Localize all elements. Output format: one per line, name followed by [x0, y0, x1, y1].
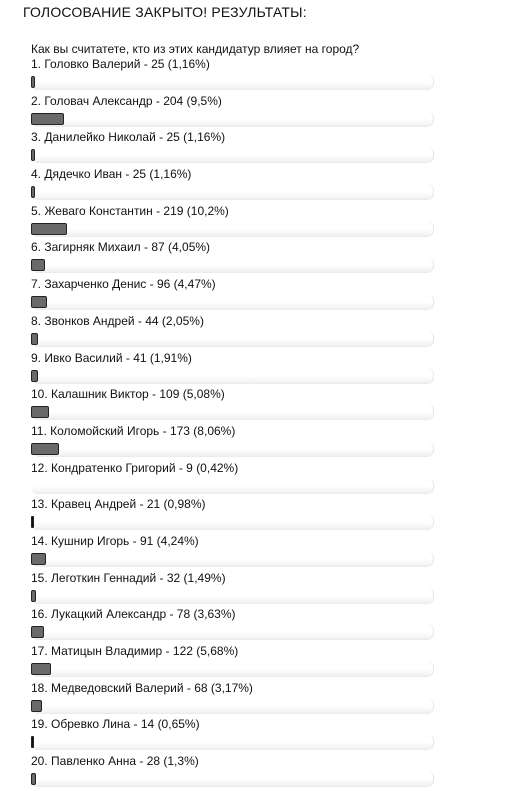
poll-result-bar-track: [31, 478, 434, 494]
poll-result-item: [31, 351, 441, 388]
poll-result-label: 9. Ивко Василий - 41 (1,91%): [31, 350, 192, 365]
poll-result-bar-track: [31, 624, 434, 640]
poll-result-label: 2. Головач Александр - 204 (9,5%): [31, 93, 222, 108]
poll-result-bar: [31, 590, 36, 602]
poll-result-bar-track: [31, 698, 434, 714]
poll-result-item: [31, 497, 441, 534]
poll-result-item: [31, 94, 441, 131]
poll-result-label: 17. Матицын Владимир - 122 (5,68%): [31, 644, 239, 658]
poll-result-bar: [31, 370, 38, 382]
poll-result-item: [31, 424, 441, 461]
poll-result-item: [31, 57, 441, 94]
poll-result-item: [31, 461, 441, 498]
poll-result-item: [31, 240, 441, 277]
poll-result-item: [31, 277, 441, 314]
poll-result-label: 3. Данилейко Николай - 25 (1,16%): [31, 130, 226, 145]
poll-result-label: 1. Головко Валерий - 25 (1,16%): [31, 57, 210, 71]
poll-result-bar-track: [31, 551, 434, 567]
poll-result-bar: [31, 149, 35, 161]
poll-result-label: 10. Калашник Виктор - 109 (5,08%): [31, 387, 225, 402]
poll-result-label: 12. Кондратенко Григорий - 9 (0,42%): [31, 460, 239, 475]
poll-result-bar: [31, 626, 44, 638]
poll-result-bar-track: [31, 257, 434, 273]
poll-result-bar-track: [31, 404, 434, 420]
poll-result-label: 11. Коломойский Игорь - 173 (8,06%): [31, 423, 236, 438]
poll-result-bar: [31, 296, 47, 308]
poll-result-item: [31, 387, 441, 424]
poll-result-label: 18. Медведовский Валерий - 68 (3,17%): [31, 680, 253, 695]
poll-result-label: 8. Звонков Андрей - 44 (2,05%): [31, 313, 204, 328]
poll-result-item: [31, 314, 441, 351]
poll-result-bar: [31, 553, 46, 565]
poll-result-bar-track: [31, 74, 434, 90]
poll-result-label: 14. Кушнир Игорь - 91 (4,24%): [31, 533, 199, 548]
poll-result-bar: [31, 333, 38, 345]
poll-result-bar: [31, 406, 49, 418]
poll-result-bar: [31, 443, 59, 455]
poll-result-bar-track: [31, 734, 434, 750]
poll-result-bar-track: [31, 514, 434, 530]
poll-result-label: 20. Павленко Анна - 28 (1,3%): [31, 754, 199, 769]
poll-result-bar: [31, 663, 51, 675]
poll-result-bar: [31, 186, 35, 198]
poll-title: ГОЛОСОВАНИЕ ЗАКРЫТО! РЕЗУЛЬТАТЫ:: [23, 4, 307, 20]
poll-result-bar: [31, 736, 34, 748]
poll-result-label: 7. Захарченко Денис - 96 (4,47%): [31, 277, 216, 292]
poll-question: Как вы считатете, кто из этих кандидатур влияет на город?: [31, 42, 360, 56]
poll-result-label: 4. Дядечко Иван - 25 (1,16%): [31, 167, 192, 182]
poll-result-item: [31, 167, 441, 204]
poll-result-bar: [31, 113, 64, 125]
poll-result-label: 13. Кравец Андрей - 21 (0,98%): [31, 497, 206, 512]
poll-result-bar-track: [31, 661, 434, 677]
poll-result-bar: [31, 76, 35, 88]
poll-result-item: [31, 204, 441, 241]
poll-result-bar-track: [31, 331, 434, 347]
poll-result-bar-track: [31, 294, 434, 310]
poll-result-item: [31, 754, 441, 791]
poll-result-bar-track: [31, 111, 434, 127]
poll-result-bar-track: [31, 441, 434, 457]
poll-result-bar: [31, 773, 36, 785]
poll-result-bar-track: [31, 588, 434, 604]
poll-result-label: 15. Леготкин Геннадий - 32 (1,49%): [31, 570, 226, 585]
poll-result-bar-track: [31, 771, 434, 787]
poll-result-item: [31, 644, 441, 681]
poll-result-item: [31, 534, 441, 571]
poll-results-list: [31, 57, 441, 791]
poll-result-label: 6. Загирняк Михаил - 87 (4,05%): [31, 240, 211, 255]
poll-result-bar: [31, 516, 34, 528]
poll-result-item: [31, 130, 441, 167]
poll-result-item: [31, 607, 441, 644]
poll-result-bar-track: [31, 368, 434, 384]
poll-result-bar-track: [31, 147, 434, 163]
poll-result-item: [31, 717, 441, 754]
poll-result-label: 16. Лукацкий Александр - 78 (3,63%): [31, 607, 236, 622]
poll-result-item: [31, 681, 441, 718]
poll-result-label: 5. Жеваго Константин - 219 (10,2%): [31, 203, 229, 218]
poll-result-bar: [31, 259, 45, 271]
poll-result-bar-track: [31, 221, 434, 237]
poll-result-bar-track: [31, 184, 434, 200]
poll-result-label: 19. Обревко Лина - 14 (0,65%): [31, 717, 200, 732]
poll-result-bar: [31, 700, 42, 712]
poll-result-bar: [31, 223, 67, 235]
poll-result-item: [31, 571, 441, 608]
